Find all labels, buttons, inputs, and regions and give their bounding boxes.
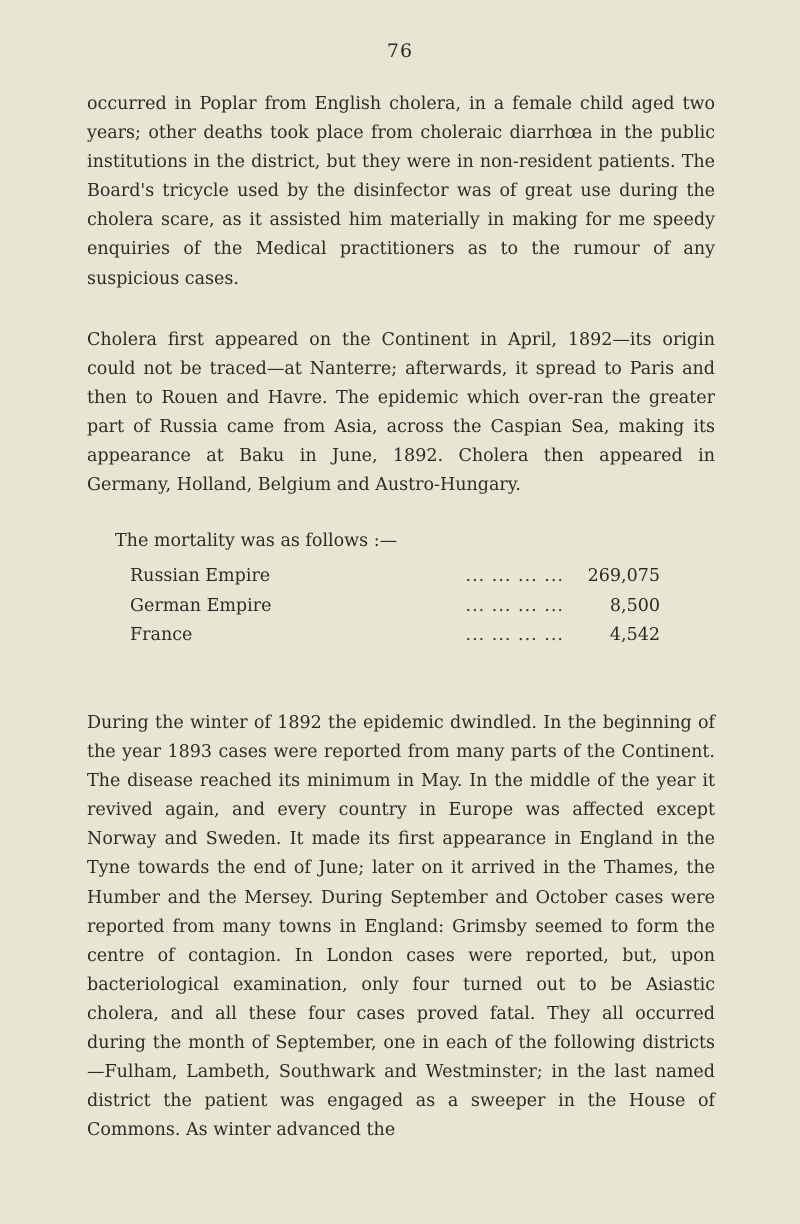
mortality-country: German Empire: [130, 595, 272, 616]
mortality-row: [130, 566, 660, 596]
page-number: 76: [386, 40, 414, 62]
mortality-row: [130, 596, 660, 626]
paragraph-continent-origin: [87, 326, 715, 501]
mortality-intro: The mortality was as follows :—: [115, 531, 398, 551]
mortality-value: 269,075: [587, 566, 660, 586]
mortality-value: 4,542: [609, 625, 660, 645]
mortality-value: 8,500: [609, 595, 660, 616]
dot-leader: ... ... ... ...: [465, 595, 564, 616]
paragraph-text: Cholera first appeared on the Continent in April, 1892—its origin could not be traced—at Nanterre; afterwards, it spread to Paris and then to Rouen and Havre. The epidemic which over-ran the greater part of Russia came from Asia, across the Caspian Sea, making its appearance at Baku in June, 1892. Cholera then appeared in Germany, Holland, Belgium and Austro-Hungary.: [87, 330, 715, 496]
dot-leader: ... ... ... ...: [465, 566, 564, 586]
mortality-row: [130, 625, 660, 655]
mortality-table: [130, 566, 660, 655]
paragraph-text: During the winter of 1892 the epidemic dwindled. In the beginning of the year 1893 cases were reported from many parts of the Continent. The disease reached its minimum in May. In the middle of the year it revived again, and every country in Europe was affected except Norway and Sweden. It made its first appearance in England in the Tyne towards the end of June; later on it arrived in the Thames, the Humber and the Mersey. During September and October cases were reported from many towns in England: Grimsby seemed to form the centre of contagion. In London cases were reported, but, upon bacteriological examination, only four turned out to be Asiastic cholera, and all these four cases proved fatal. They all occurred during the month of September, one in each of the following districts—Fulham, Lambeth, Southwark and Westminster; in the last named district the patient was engaged as a sweeper in the House of Commons. As winter advanced the: [87, 713, 715, 1141]
paragraph-text: occurred in Poplar from English cholera, in a female child aged two years; other deaths took place from choleraic diarrhœa in the public institutions in the district, but they were in non-resident patients. The Board's tricycle used by the disinfector was of great use during the cholera scare, as it assisted him materially in making for me speedy enquiries of the Medical practitioners as to the rumour of any suspicious cases.: [87, 94, 715, 289]
mortality-country: France: [130, 625, 193, 645]
paragraph-poplar-cholera: [87, 90, 715, 294]
mortality-country: Russian Empire: [130, 566, 271, 586]
dot-leader: ... ... ... ...: [465, 625, 564, 645]
paragraph-winter-epidemic: [87, 709, 715, 1145]
